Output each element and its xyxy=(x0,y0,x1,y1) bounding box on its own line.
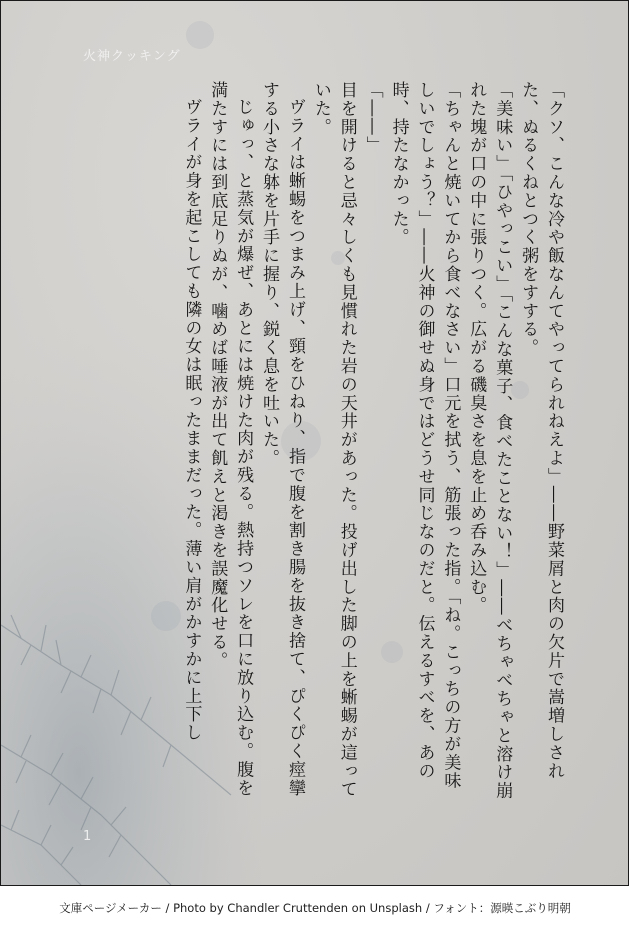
page-header-title: 火神クッキング xyxy=(83,49,181,64)
paragraph: 目を開けると忌々しくも見慣れた岩の天井があった。投げ出した脚の上を蜥蜴が這っていた。 xyxy=(310,81,357,799)
vertical-body-text xyxy=(76,81,566,801)
paragraph: ヴライは蜥蜴をつまみ上げ、頸をひねり、指で腹を割き腸を抜き捨て、ぴくぴく痙攣する小さな躰を片手に握り、鋭く息を吐いた。 xyxy=(259,81,305,798)
ice-bubble xyxy=(186,21,214,49)
paragraph: ヴライが身を起こしても隣の女は眠ったままだった。薄い肩がかすかに上下し xyxy=(181,98,202,742)
paragraph: 「――」 xyxy=(362,81,383,155)
paragraph: 「美味い」「ひやっこい」「こんな菓子、食べたことない！」――べちゃべちゃと溶け崩れた塊が口の中に張りつく。広がる磯臭さを息を止め呑み込む。 xyxy=(466,81,513,800)
footer-credit: 文庫ページメーカー / Photo by Chandler Cruttenden on Unsplash / フォント：源暎こぶり明朝 xyxy=(59,901,571,915)
paragraph: 「クソ、こんな冷や飯なんてやってられねえよ」――野菜屑と肉の欠片で嵩増しされた、ぬるくねとつく粥をすする。 xyxy=(518,81,564,781)
paragraph: じゅっ、と蒸気が爆ぜ、あとには焼けた肉が残る。熱持つソレを口に放り込む。腹を満たすには到底足りぬが、噛めば唾液が出て飢えと渇きを誤魔化せる。 xyxy=(207,81,254,798)
paragraph: 「ちゃんと焼いてから食べなさい」口元を拭う、筋張った指。「ね。こっちの方が美味しいでしょう？」――火神の御せぬ身ではどうせ同じなのだと。伝えるすべを、あの時、持たなかった。 xyxy=(388,81,461,791)
page-number: 1 xyxy=(83,829,92,844)
